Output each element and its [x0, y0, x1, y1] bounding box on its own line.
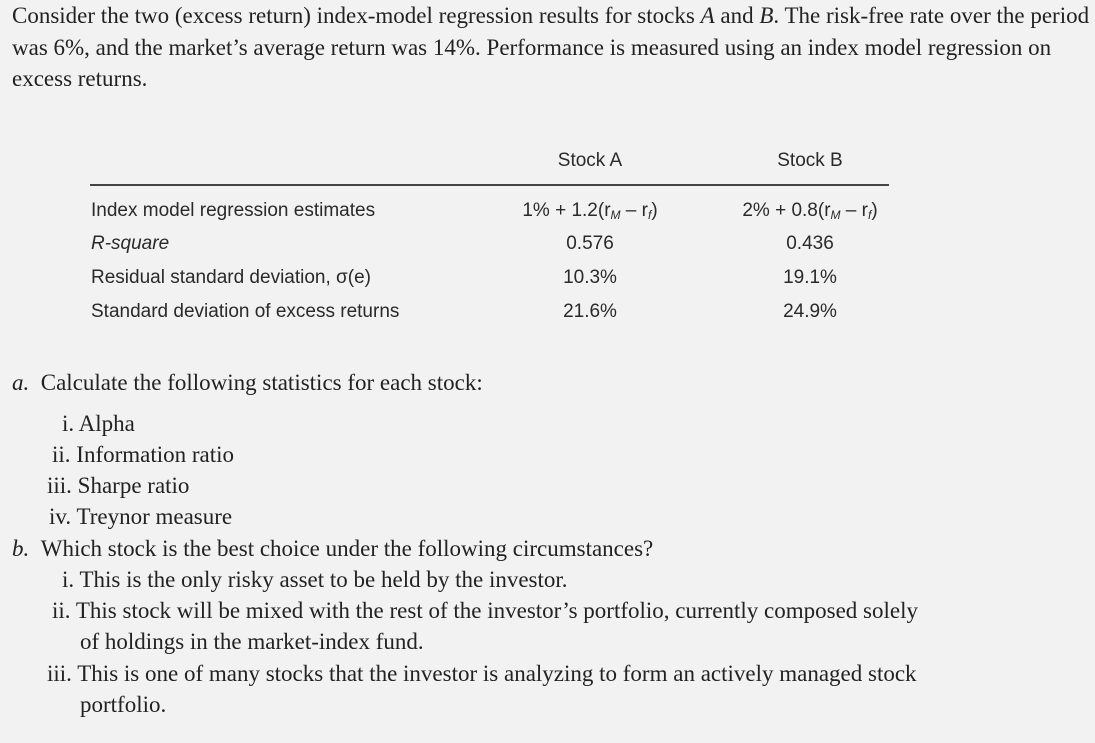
question-a-letter: a. [12, 370, 30, 395]
question-a-item: iii. Sharpe ratio [47, 473, 190, 498]
table-row [0, 200, 1095, 226]
intro-part1: Consider the two (excess return) index-model regression results for stocks [12, 3, 701, 28]
question-a-item: i. Alpha [62, 411, 135, 436]
value-stock-b: 24.9% [783, 301, 837, 322]
question-a-item: iv. Treynor measure [49, 504, 233, 529]
formula-a-end: ) [651, 200, 658, 221]
problem-intro [12, 0, 1092, 95]
table-row [0, 267, 1095, 293]
question-b-item-cont: of holdings in the market-index fund. [80, 629, 424, 654]
question-a [12, 367, 483, 399]
table-rule [90, 184, 889, 186]
question-b-item: i. This is the only risky asset to be held by the investor. [62, 567, 568, 592]
question-a-item: ii. Information ratio [52, 442, 235, 467]
table-row [0, 233, 1095, 259]
value-stock-b [710, 200, 910, 222]
formula-b-part: 2% + 0.8(r [742, 200, 831, 221]
row-label: Standard deviation of excess returns [91, 301, 400, 322]
formula-b-end: ) [871, 200, 878, 221]
value-stock-a [490, 200, 690, 222]
row-label: Index model regression estimates [91, 200, 376, 221]
value-stock-a: 21.6% [563, 301, 617, 322]
stock-a-ref: A [700, 3, 715, 28]
question-b-item: ii. This stock will be mixed with the rest of the investor’s portfolio, currently composed solely [52, 598, 918, 623]
intro-part3: . The risk-free rate over the period was 6%, and the market’s average return was 14%. Performance is measured using an index model regression on excess returns. [12, 3, 1090, 91]
question-a-text: Calculate the following statistics for each stock: [40, 370, 483, 395]
row-label: Residual standard deviation, σ(e) [91, 267, 371, 288]
formula-b-mid: – r [840, 200, 868, 221]
question-b-item: iii. This is one of many stocks that the investor is analyzing to form an actively managed stock [47, 661, 917, 686]
intro-part2: and [714, 3, 760, 28]
value-stock-b: 0.436 [786, 233, 834, 254]
formula-a-mid: – r [620, 200, 648, 221]
formula-b-sub-m: M [830, 208, 841, 222]
formula-a-sub-f: f [647, 208, 652, 222]
formula-b-sub-f: f [867, 208, 872, 222]
stock-b-ref: B [759, 3, 774, 28]
question-b-letter: b. [12, 536, 30, 561]
row-label: R-square [91, 233, 170, 254]
value-stock-b: 19.1% [783, 267, 837, 288]
question-b-text: Which stock is the best choice under the following circumstances? [40, 536, 654, 561]
header-stock-a: Stock A [557, 150, 623, 171]
formula-a-part: 1% + 1.2(r [522, 200, 611, 221]
question-b-item-cont: portfolio. [80, 692, 167, 717]
formula-a-sub-m: M [610, 208, 621, 222]
header-stock-b: Stock B [777, 150, 843, 171]
value-stock-a: 10.3% [563, 267, 617, 288]
value-stock-a: 0.576 [566, 233, 614, 254]
table-row [0, 301, 1095, 327]
question-b [12, 533, 653, 565]
